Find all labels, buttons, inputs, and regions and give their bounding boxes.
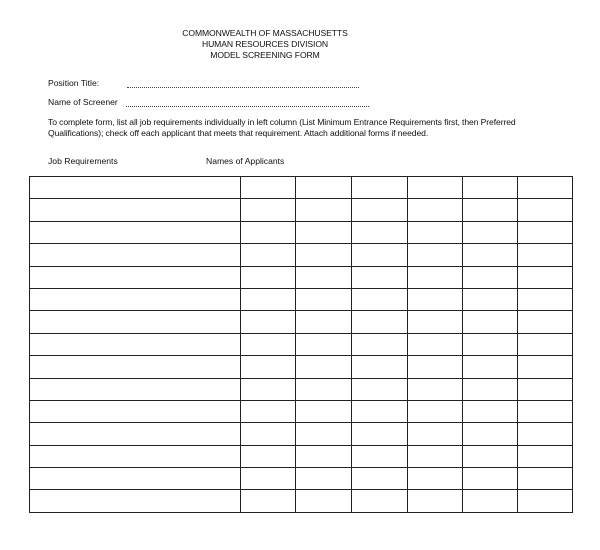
table-row — [30, 199, 573, 221]
header-form-title: MODEL SCREENING FORM — [210, 50, 320, 60]
applicant-check-cell[interactable] — [518, 468, 573, 490]
applicant-check-cell[interactable] — [296, 333, 352, 355]
applicant-check-cell[interactable] — [352, 311, 408, 333]
applicant-check-cell[interactable] — [518, 423, 573, 445]
table-row — [30, 468, 573, 490]
applicant-check-cell[interactable] — [518, 378, 573, 400]
applicant-check-cell[interactable] — [518, 244, 573, 266]
applicant-check-cell[interactable] — [408, 221, 463, 243]
screener-label: Name of Screener — [48, 97, 118, 107]
requirement-cell[interactable] — [30, 221, 241, 243]
requirement-cell[interactable] — [30, 244, 241, 266]
applicant-check-cell[interactable] — [518, 333, 573, 355]
applicant-check-cell[interactable] — [518, 288, 573, 310]
applicant-check-cell[interactable] — [296, 490, 352, 513]
applicant-check-cell[interactable] — [518, 199, 573, 221]
applicant-check-cell[interactable] — [463, 378, 518, 400]
header-agency: COMMONWEALTH OF MASSACHUSETTS — [182, 28, 348, 38]
applicant-check-cell[interactable] — [518, 400, 573, 422]
applicant-check-cell[interactable] — [241, 490, 296, 513]
table-row — [30, 400, 573, 422]
applicant-check-cell[interactable] — [352, 266, 408, 288]
applicant-check-cell[interactable] — [463, 423, 518, 445]
applicant-check-cell[interactable] — [241, 177, 296, 199]
applicant-check-cell[interactable] — [241, 311, 296, 333]
applicant-check-cell[interactable] — [408, 490, 463, 513]
requirement-cell[interactable] — [30, 356, 241, 378]
applicants-heading: Names of Applicants — [206, 156, 285, 166]
applicant-check-cell[interactable] — [241, 221, 296, 243]
applicant-check-cell[interactable] — [352, 221, 408, 243]
job-requirements-heading: Job Requirements — [48, 156, 118, 166]
table-row — [30, 445, 573, 467]
applicant-check-cell[interactable] — [352, 468, 408, 490]
applicant-check-cell[interactable] — [408, 177, 463, 199]
requirement-cell[interactable] — [30, 445, 241, 467]
applicant-check-cell[interactable] — [408, 468, 463, 490]
table-row — [30, 266, 573, 288]
form-header — [0, 28, 530, 61]
applicant-check-cell[interactable] — [463, 400, 518, 422]
table-row — [30, 333, 573, 355]
applicant-check-cell[interactable] — [296, 244, 352, 266]
applicant-check-cell[interactable] — [408, 244, 463, 266]
applicant-check-cell[interactable] — [296, 199, 352, 221]
applicant-check-cell[interactable] — [408, 311, 463, 333]
requirement-cell[interactable] — [30, 490, 241, 513]
applicant-check-cell[interactable] — [352, 490, 408, 513]
table-row — [30, 356, 573, 378]
applicant-check-cell[interactable] — [518, 445, 573, 467]
applicant-check-cell[interactable] — [408, 378, 463, 400]
requirement-cell[interactable] — [30, 177, 241, 199]
applicant-check-cell[interactable] — [352, 423, 408, 445]
applicant-check-cell[interactable] — [241, 400, 296, 422]
applicant-check-cell[interactable] — [352, 356, 408, 378]
applicant-check-cell[interactable] — [296, 400, 352, 422]
applicant-check-cell[interactable] — [352, 378, 408, 400]
applicant-check-cell[interactable] — [241, 356, 296, 378]
requirement-cell[interactable] — [30, 266, 241, 288]
requirement-cell[interactable] — [30, 378, 241, 400]
applicant-check-cell[interactable] — [408, 266, 463, 288]
applicant-check-cell[interactable] — [518, 490, 573, 513]
header-division: HUMAN RESOURCES DIVISION — [201, 39, 329, 49]
applicant-check-cell[interactable] — [296, 177, 352, 199]
table-row — [30, 490, 573, 513]
applicant-check-cell[interactable] — [408, 356, 463, 378]
applicant-check-cell[interactable] — [296, 266, 352, 288]
applicant-check-cell[interactable] — [241, 333, 296, 355]
applicant-check-cell[interactable] — [408, 199, 463, 221]
applicant-check-cell[interactable] — [463, 490, 518, 513]
table-row — [30, 378, 573, 400]
applicant-check-cell[interactable] — [463, 244, 518, 266]
table-row — [30, 221, 573, 243]
applicant-check-cell[interactable] — [408, 445, 463, 467]
requirement-cell[interactable] — [30, 333, 241, 355]
applicant-check-cell[interactable] — [518, 311, 573, 333]
applicant-check-cell[interactable] — [518, 221, 573, 243]
applicant-check-cell[interactable] — [408, 400, 463, 422]
applicant-check-cell[interactable] — [352, 333, 408, 355]
position-title-label: Position Title: — [48, 78, 100, 88]
applicant-check-cell[interactable] — [241, 288, 296, 310]
applicant-check-cell[interactable] — [352, 177, 408, 199]
requirement-cell[interactable] — [30, 423, 241, 445]
applicant-check-cell[interactable] — [352, 199, 408, 221]
applicant-check-cell[interactable] — [352, 288, 408, 310]
applicant-check-cell[interactable] — [518, 356, 573, 378]
applicant-check-cell[interactable] — [463, 445, 518, 467]
applicant-check-cell[interactable] — [463, 288, 518, 310]
applicant-check-cell[interactable] — [463, 199, 518, 221]
applicant-check-cell[interactable] — [296, 311, 352, 333]
applicant-check-cell[interactable] — [296, 468, 352, 490]
position-title-row — [48, 78, 99, 88]
applicant-check-cell[interactable] — [463, 177, 518, 199]
applicant-check-cell[interactable] — [296, 221, 352, 243]
applicant-check-cell[interactable] — [352, 445, 408, 467]
position-title-line[interactable] — [127, 87, 359, 88]
applicant-check-cell[interactable] — [408, 423, 463, 445]
table-row — [30, 423, 573, 445]
requirement-cell[interactable] — [30, 400, 241, 422]
applicant-check-cell[interactable] — [241, 244, 296, 266]
applicant-check-cell[interactable] — [408, 333, 463, 355]
applicant-check-cell[interactable] — [463, 311, 518, 333]
applicant-check-cell[interactable] — [518, 266, 573, 288]
applicant-check-cell[interactable] — [241, 468, 296, 490]
screener-row — [48, 97, 118, 107]
applicant-check-cell[interactable] — [352, 244, 408, 266]
applicant-check-cell[interactable] — [296, 356, 352, 378]
applicant-check-cell[interactable] — [463, 266, 518, 288]
applicant-check-cell[interactable] — [296, 378, 352, 400]
applicant-check-cell[interactable] — [296, 445, 352, 467]
screener-line[interactable] — [126, 106, 369, 107]
applicant-check-cell[interactable] — [241, 199, 296, 221]
table-row — [30, 177, 573, 199]
table-row — [30, 311, 573, 333]
requirement-cell[interactable] — [30, 199, 241, 221]
applicant-check-cell[interactable] — [463, 356, 518, 378]
requirement-cell[interactable] — [30, 468, 241, 490]
applicant-check-cell[interactable] — [241, 378, 296, 400]
applicant-check-cell[interactable] — [241, 423, 296, 445]
table-row — [30, 288, 573, 310]
instructions-text: To complete form, list all job requirements individually in left column (List Minimum Entrance Requirements first, then Preferred Qualifications); check off each applicant that meets that requirement. Attach additional forms if needed. — [48, 117, 516, 138]
applicant-check-cell[interactable] — [463, 333, 518, 355]
applicant-check-cell[interactable] — [296, 423, 352, 445]
screening-table — [29, 176, 573, 513]
applicant-check-cell[interactable] — [518, 177, 573, 199]
applicant-check-cell[interactable] — [408, 288, 463, 310]
table-row — [30, 244, 573, 266]
requirement-cell[interactable] — [30, 311, 241, 333]
applicant-check-cell[interactable] — [352, 400, 408, 422]
applicant-check-cell[interactable] — [241, 445, 296, 467]
applicant-check-cell[interactable] — [241, 266, 296, 288]
applicant-check-cell[interactable] — [463, 468, 518, 490]
applicant-check-cell[interactable] — [296, 288, 352, 310]
requirement-cell[interactable] — [30, 288, 241, 310]
applicant-check-cell[interactable] — [463, 221, 518, 243]
